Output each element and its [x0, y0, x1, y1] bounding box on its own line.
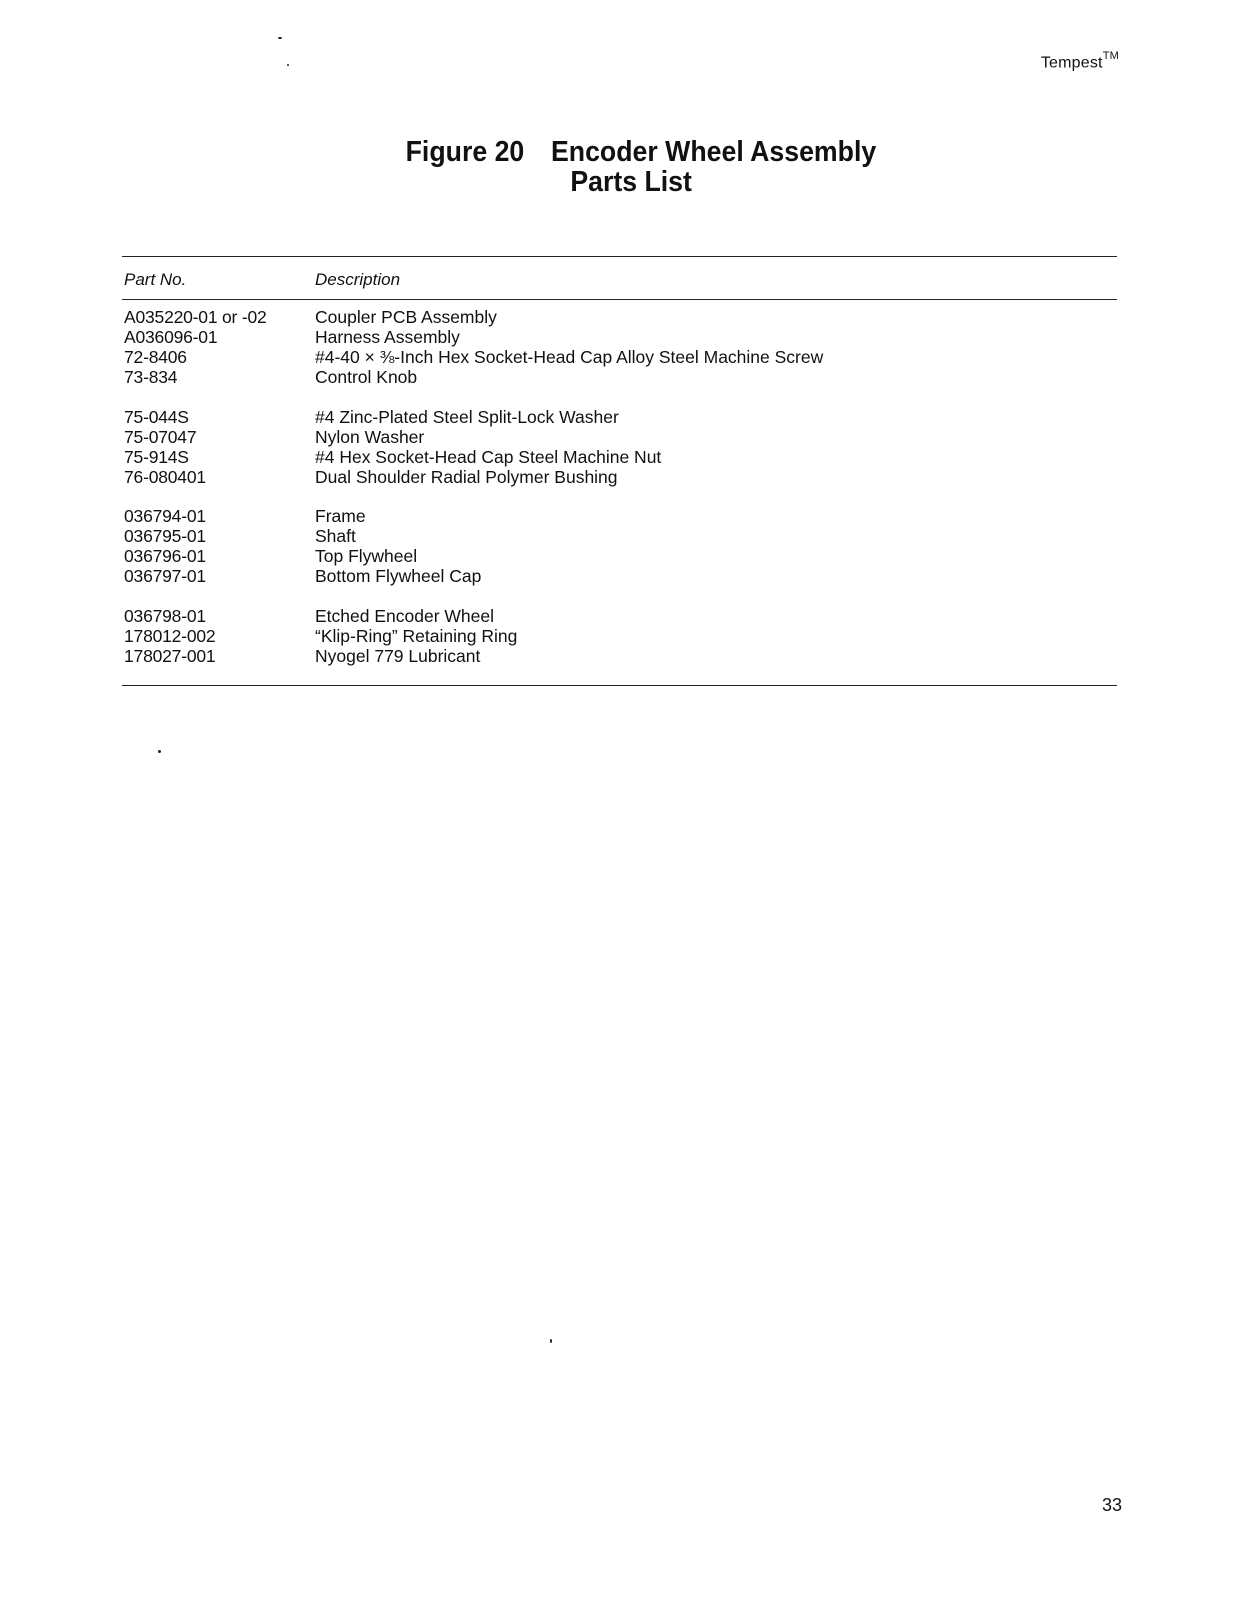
scan-speck [550, 1339, 552, 1343]
scan-speck [278, 37, 282, 39]
part-description: Dual Shoulder Radial Polymer Bushing [315, 466, 618, 487]
part-description: Coupler PCB Assembly [315, 307, 497, 327]
table-row [124, 606, 1114, 626]
table-bottom-rule [122, 685, 1117, 686]
column-header-description: Description [315, 270, 401, 289]
part-description: Nylon Washer [315, 426, 425, 447]
parts-list [124, 307, 1114, 685]
part-description: Control Knob [315, 367, 418, 387]
figure-title: Encoder Wheel Assembly [551, 136, 877, 168]
table-row [124, 327, 1114, 347]
page-number: 33 [1101, 1495, 1122, 1515]
brand-name: Tempest [1040, 54, 1103, 72]
table-row [124, 447, 1114, 467]
header-brand [1041, 52, 1119, 72]
part-number: 036795-01 [124, 526, 206, 546]
table-row [124, 467, 1114, 487]
table-row [124, 307, 1114, 327]
table-row [124, 646, 1114, 666]
table-row [124, 427, 1114, 447]
part-description: Bottom Flywheel Cap [315, 566, 482, 586]
part-number: 036794-01 [124, 506, 206, 526]
part-number: A036096-01 [124, 327, 218, 347]
parts-group-3 [124, 506, 1114, 586]
part-description: #4 Hex Socket-Head Cap Steel Machine Nut [315, 446, 662, 467]
trademark-mark: TM [1102, 50, 1119, 62]
column-header-part-no: Part No. [124, 270, 187, 289]
part-description: Etched Encoder Wheel [315, 605, 494, 626]
part-number: 036797-01 [124, 566, 206, 586]
table-row [124, 526, 1114, 546]
part-description: Top Flywheel [315, 546, 418, 566]
part-number: 75-914S [124, 446, 189, 467]
table-row [124, 407, 1114, 427]
part-number: 036798-01 [124, 605, 206, 626]
part-description: Frame [315, 506, 366, 526]
table-row [124, 626, 1114, 646]
table-row [124, 546, 1114, 566]
table-row [124, 367, 1114, 387]
part-description: Harness Assembly [315, 327, 460, 347]
parts-group-1 [124, 307, 1114, 387]
part-number: 178027-001 [124, 645, 216, 666]
part-description: Shaft [315, 526, 356, 546]
table-top-rule [122, 256, 1117, 257]
scan-speck [158, 750, 161, 753]
table-header-rule [122, 299, 1117, 300]
part-number: 036796-01 [124, 546, 206, 566]
table-row [124, 347, 1114, 367]
parts-group-4 [124, 606, 1114, 666]
scan-speck [287, 64, 289, 66]
title-line-1 [406, 136, 877, 168]
part-number: 75-044S [124, 406, 189, 427]
part-description: #4-40 × ⅜-Inch Hex Socket-Head Cap Alloy Steel Machine Screw [315, 347, 824, 367]
part-number: 73-834 [124, 367, 178, 387]
part-description: Nyogel 779 Lubricant [315, 645, 481, 666]
part-number: A035220-01 or -02 [124, 307, 267, 327]
parts-group-2 [124, 407, 1114, 487]
part-description: “Klip-Ring” Retaining Ring [315, 625, 518, 646]
figure-subtitle: Parts List [570, 166, 692, 198]
figure-label: Figure 20 [405, 136, 525, 168]
part-number: 76-080401 [124, 466, 206, 487]
part-number: 72-8406 [124, 347, 187, 367]
part-number: 75-07047 [124, 426, 197, 447]
part-description: #4 Zinc-Plated Steel Split-Lock Washer [315, 406, 619, 427]
table-row [124, 506, 1114, 526]
part-number: 178012-002 [124, 625, 216, 646]
table-row [124, 566, 1114, 586]
